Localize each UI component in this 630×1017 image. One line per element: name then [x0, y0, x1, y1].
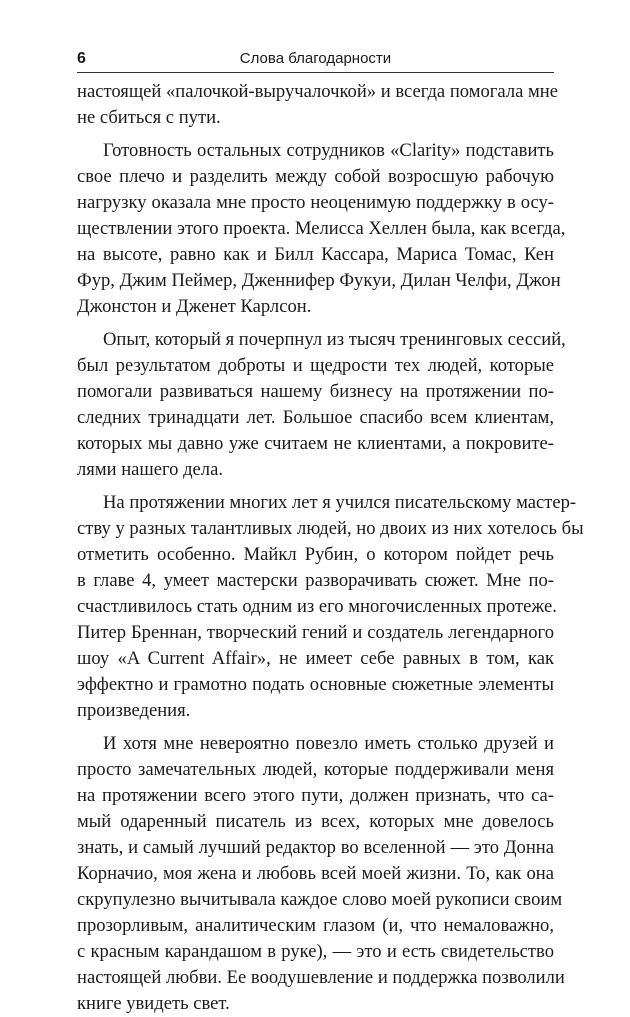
text-line: И хотя мне невероятно повезло иметь столько друзей и: [103, 733, 554, 754]
text-line: Корначио, моя жена и любовь всей моей жизни. То, как она: [77, 863, 554, 884]
text-line: Фур, Джим Пеймер, Дженнифер Фукуи, Дилан Челфи, Джон: [77, 270, 561, 291]
paragraph: [77, 731, 565, 1017]
text-line: свое плечо и разделить между собой возросшую рабочую: [77, 166, 554, 187]
text-line: произведения.: [77, 700, 191, 721]
text-line: отметить особенно. Майкл Рубин, о котором пойдет речь: [77, 544, 554, 565]
text-line: был результатом доброты и щедрости тех людей, которые: [77, 355, 554, 376]
page-number: 6: [77, 50, 86, 67]
paragraph-gap: [77, 320, 554, 327]
text-line: Опыт, который я почерпнул из тысяч тренинговых сессий,: [103, 329, 566, 350]
running-title: Слова благодарности: [239, 50, 392, 67]
text-line: Готовность остальных сотрудников «Clarity» подставить: [103, 140, 554, 161]
text-line: с красным карандашом в руке), — это и есть свидетельство: [77, 941, 554, 962]
text-line: ству у разных талантливых людей, но двоих из них хотелось бы: [77, 518, 584, 539]
paragraph: [77, 327, 566, 483]
text-line: настоящей любви. Ее воодушевление и поддержка позволили: [77, 967, 565, 988]
paragraph-gap: [77, 483, 554, 490]
text-line: книге увидеть свет.: [77, 993, 230, 1014]
text-line: которых мы давно уже считаем не клиентами, а покровите-: [77, 433, 554, 454]
text-line: прозорливым, аналитическим глазом (и, что немаловажно,: [77, 915, 554, 936]
text-line: следних тринадцати лет. Большое спасибо всем клиентам,: [77, 407, 554, 428]
text-line: ществлении этого проекта. Мелисса Хеллен была, как всегда,: [77, 218, 566, 239]
text-line: знать, и самый лучший редактор во вселенной — это Донна: [77, 837, 554, 858]
text-line: настоящей «палочкой-выручалочкой» и всегда помогала мне: [77, 81, 558, 102]
paragraph: [77, 490, 584, 724]
page-header: [77, 48, 554, 70]
text-line: шоу «A Current Affair», не имеет себе равных в том, как: [77, 648, 554, 669]
header-rule: [77, 72, 554, 73]
text-line: просто замечательных людей, которые поддерживали меня: [77, 759, 554, 780]
text-line: эффектно и грамотно подать основные сюжетные элементы: [77, 674, 554, 695]
paragraph: [77, 138, 566, 320]
paragraph-gap: [77, 131, 554, 138]
text-line: лями нашего дела.: [77, 459, 223, 480]
body-text: [77, 79, 584, 1017]
text-line: на высоте, равно как и Билл Кассара, Мариса Томас, Кен: [77, 244, 554, 265]
text-line: в главе 4, умеет мастерски разворачивать сюжет. Мне по-: [77, 570, 554, 591]
text-line: Питер Бреннан, творческий гений и создатель легендарного: [77, 622, 554, 643]
paragraph-gap: [77, 724, 554, 731]
paragraph: [77, 79, 558, 131]
text-line: На протяжении многих лет я учился писательскому мастер-: [103, 492, 577, 513]
text-line: не сбиться с пути.: [77, 107, 221, 128]
text-line: счастливилось стать одним из его многочисленных протеже.: [77, 596, 557, 617]
text-line: на протяжении всего этого пути, должен признать, что са-: [77, 785, 554, 806]
text-line: Джонстон и Дженет Карлсон.: [77, 296, 312, 317]
text-line: мый одаренный писатель из всех, которых мне довелось: [77, 811, 554, 832]
text-line: нагрузку оказала мне просто неоценимую поддержку в осу-: [77, 192, 554, 213]
text-line: скрупулезно вычитывала каждое слово моей рукописи своим: [77, 889, 563, 910]
text-line: помогали развиваться нашему бизнесу на протяжении по-: [77, 381, 554, 402]
